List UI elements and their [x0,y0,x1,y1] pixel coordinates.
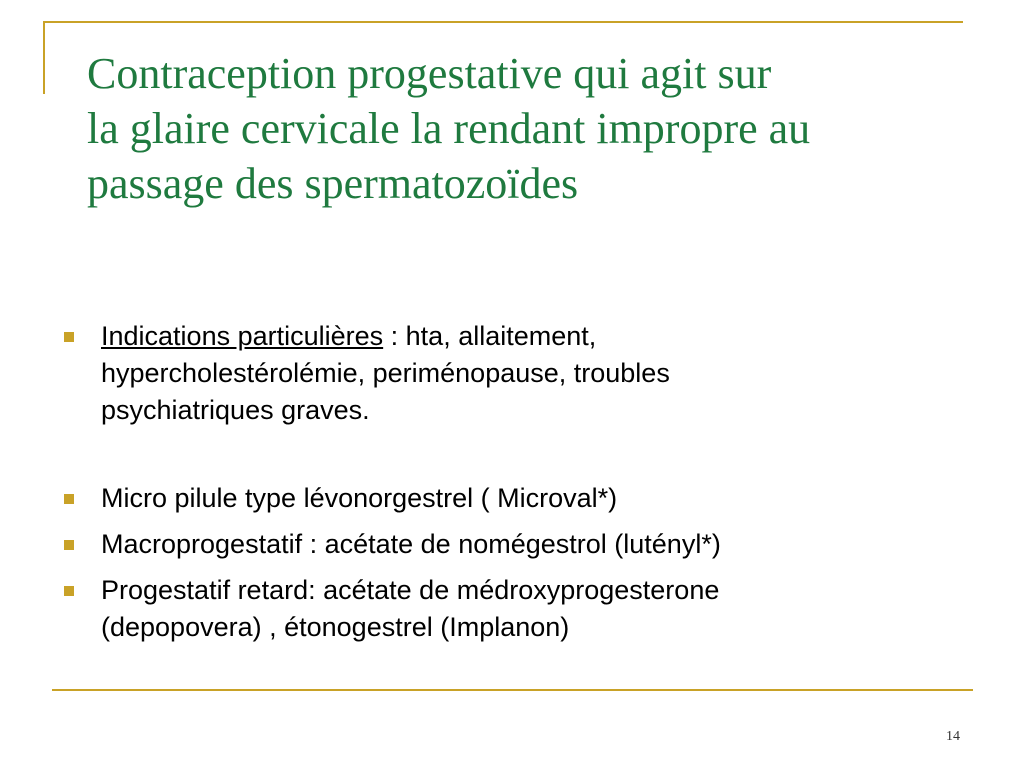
square-bullet-icon [64,332,74,342]
bullet-line: psychiatriques graves. [101,395,370,425]
title-line-3: passage des spermatozoïdes [87,159,579,208]
footer-divider [52,689,973,691]
bullet-item-macroprogestatif [60,526,980,563]
title-line-2: la glaire cervicale la rendant impropre au [87,104,811,153]
page-number: 14 [946,729,960,744]
bullet-line: Progestatif retard: acétate de médroxyprogesterone [101,575,720,605]
bullet-text: Macroprogestatif : acétate de nomégestrol (lutényl*) [101,529,721,559]
square-bullet-icon [64,494,74,504]
indications-label: Indications particulières [101,321,384,351]
title-line-1: Contraception progestative qui agit sur [87,49,772,98]
frame-left-line [43,21,45,94]
bullet-item-micro-pilule [60,480,980,517]
bullet-text: Micro pilule type lévonorgestrel ( Microval*) [101,483,618,513]
bullet-item-progestatif-retard [60,572,980,646]
frame-top-line [43,21,963,23]
bullet-item-indications [60,318,980,429]
square-bullet-icon [64,586,74,596]
slide-title [87,46,967,211]
indications-text: : hta, allaitement, [383,321,597,351]
bullet-line: (depopovera) , étonogestrel (Implanon) [101,612,570,642]
bullet-list [60,318,980,646]
bullet-line: hypercholestérolémie, periménopause, troubles [101,358,670,388]
bullet-line [101,318,980,355]
square-bullet-icon [64,540,74,550]
